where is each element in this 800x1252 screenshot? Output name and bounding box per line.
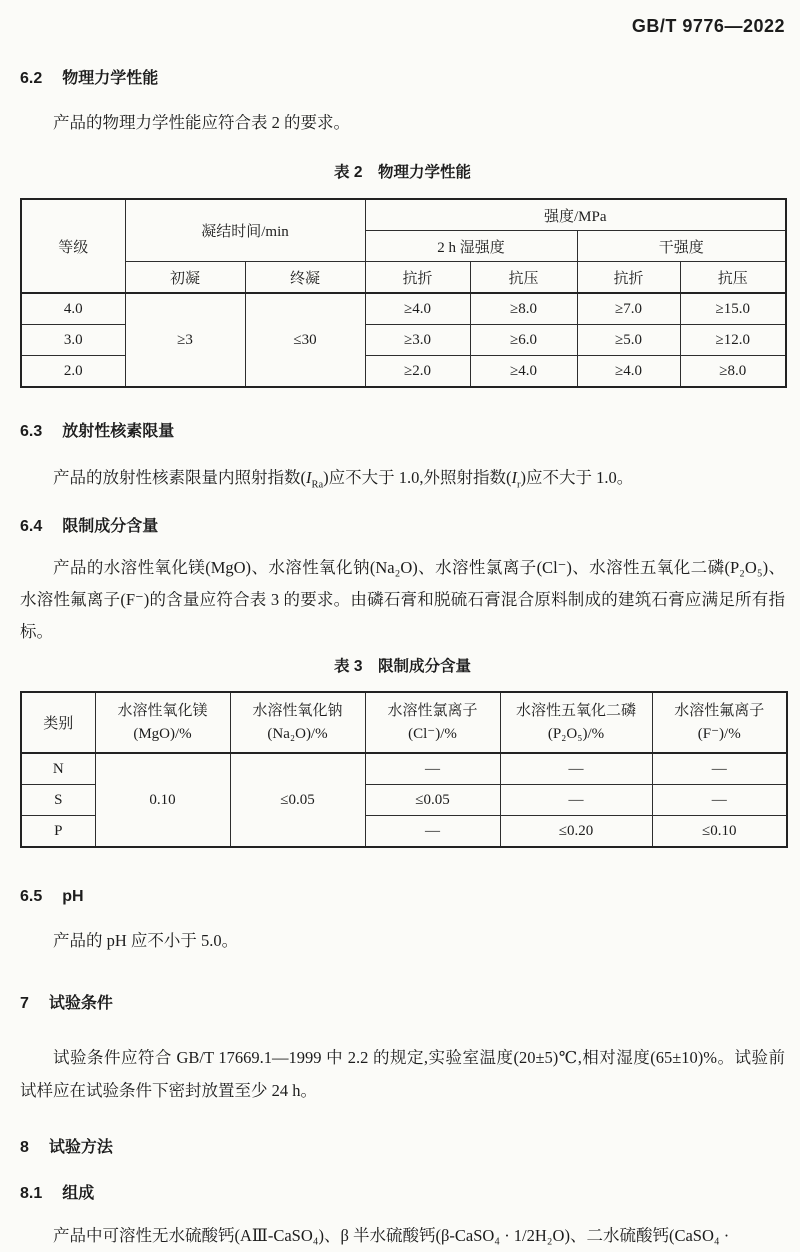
table-row (21, 753, 787, 785)
standard-number: GB/T 9776—2022 (631, 16, 785, 36)
paragraph-7: 试验条件应符合 GB/T 17669.1—1999 中 2.2 的规定,实验室温度(20±5)℃,相对湿度(65±10)%。试验前试样应在试验条件下密封放置至少 24 h。 (20, 1048, 785, 1100)
t3-value-cell: — (652, 753, 787, 785)
heading-8 (20, 1137, 785, 1159)
t2-value-cell: ≥5.0 (577, 325, 680, 356)
t3-h-na2o (230, 692, 365, 753)
heading-title: 限制成分含量 (62, 518, 159, 535)
t2-initial-set-value: ≥3 (125, 293, 245, 387)
column-formula: (F⁻)/% (697, 725, 741, 742)
column-formula: (MgO)/% (133, 725, 192, 742)
t2-grade-cell: 2.0 (21, 356, 125, 388)
t2-value-cell: ≥8.0 (680, 356, 786, 388)
t2-value-cell: ≥15.0 (680, 293, 786, 325)
t2-h-wet-flexural: 抗折 (365, 262, 470, 294)
heading-title: 组成 (62, 1185, 95, 1202)
t3-h-cl (365, 692, 500, 753)
t3-category-cell: P (21, 816, 95, 848)
t3-category-cell: S (21, 785, 95, 816)
t3-mgo-value: 0.10 (95, 753, 230, 847)
t3-h-category: 类别 (21, 692, 95, 753)
heading-title: 试验方法 (48, 1139, 113, 1156)
t2-h-grade: 等级 (21, 199, 125, 293)
subscript-Ra: Ra (311, 479, 324, 491)
t2-h-final-set: 终凝 (245, 262, 365, 294)
heading-number: 6.3 (20, 423, 43, 440)
heading-title: pH (62, 888, 84, 905)
t2-h-wet-compressive: 抗压 (470, 262, 577, 294)
t2-value-cell: ≥4.0 (470, 356, 577, 388)
heading-number: 8.1 (20, 1185, 43, 1202)
t2-grade-cell: 4.0 (21, 293, 125, 325)
t2-value-cell: ≥3.0 (365, 325, 470, 356)
symbol-I: I (511, 468, 518, 487)
text-run: )应不大于 1.0。 (520, 468, 634, 487)
t2-value-cell: ≥7.0 (577, 293, 680, 325)
heading-number: 7 (20, 995, 29, 1012)
subscript-r: r (517, 479, 521, 491)
t3-value-cell: ≤0.20 (500, 816, 652, 848)
t2-value-cell: ≥6.0 (470, 325, 577, 356)
t2-h-setting-time: 凝结时间/min (125, 199, 365, 262)
t2-grade-cell: 3.0 (21, 325, 125, 356)
t3-h-f (652, 692, 787, 753)
t2-value-cell: ≥4.0 (577, 356, 680, 388)
t2-value-cell: ≥4.0 (365, 293, 470, 325)
column-name: 水溶性氯离子 (387, 703, 478, 719)
column-name: 水溶性氟离子 (674, 703, 765, 719)
paragraph-6-2: 产品的物理力学性能应符合表 2 的要求。 (53, 113, 350, 132)
t3-value-cell: ≤0.05 (365, 785, 500, 816)
table2-physical-mechanical-properties (20, 198, 787, 388)
table-row (21, 293, 786, 325)
t2-final-set-value: ≤30 (245, 293, 365, 387)
heading-title: 放射性核素限量 (62, 423, 175, 440)
t2-h-wet-2h: 2 h 湿强度 (365, 231, 577, 262)
t2-h-dry: 干强度 (577, 231, 786, 262)
column-formula: (Na₂O)/% (267, 725, 328, 742)
t3-value-cell: — (500, 785, 652, 816)
paragraph-6-3 (20, 461, 785, 494)
t2-h-strength: 强度/MPa (365, 199, 786, 231)
table3-restricted-component-content (20, 691, 788, 848)
heading-number: 6.5 (20, 888, 43, 905)
t3-na2o-value: ≤0.05 (230, 753, 365, 847)
heading-number: 8 (20, 1139, 29, 1156)
t3-value-cell: — (365, 816, 500, 848)
t3-value-cell: — (500, 753, 652, 785)
t3-value-cell: — (652, 785, 787, 816)
column-name: 水溶性五氧化二磷 (515, 703, 636, 719)
heading-6-5 (20, 886, 785, 908)
text-run: 产品的放射性核素限量内照射指数( (53, 468, 306, 487)
paragraph-6-5: 产品的 pH 应不小于 5.0。 (53, 931, 239, 950)
t3-h-mgo (95, 692, 230, 753)
t3-value-cell: ≤0.10 (652, 816, 787, 848)
heading-number: 6.2 (20, 70, 43, 87)
t2-h-dry-flexural: 抗折 (577, 262, 680, 294)
heading-8-1 (20, 1183, 785, 1205)
t2-value-cell: ≥8.0 (470, 293, 577, 325)
t2-value-cell: ≥12.0 (680, 325, 786, 356)
table3-caption: 表 3 限制成分含量 (334, 658, 471, 675)
heading-6-2 (20, 68, 785, 90)
symbol-I: I (306, 468, 312, 487)
column-formula: (P₂O₅)/% (547, 725, 605, 742)
text-run: )应不大于 1.0,外照射指数( (323, 468, 512, 487)
t2-h-dry-compressive: 抗压 (680, 262, 786, 294)
t2-value-cell: ≥2.0 (365, 356, 470, 388)
paragraph-8-1: 产品中可溶性无水硫酸钙(AⅢ-CaSO₄)、β 半水硫酸钙(β-CaSO₄ · 1/2H₂O)、二水硫酸钙(CaSO₄ · (53, 1226, 730, 1245)
heading-title: 物理力学性能 (62, 70, 159, 87)
heading-title: 试验条件 (48, 995, 113, 1012)
column-name: 水溶性氧化钠 (252, 703, 343, 719)
column-name: 水溶性氧化镁 (117, 703, 208, 719)
heading-6-4 (20, 516, 785, 538)
t3-category-cell: N (21, 753, 95, 785)
heading-number: 6.4 (20, 518, 43, 535)
table2-caption: 表 2 物理力学性能 (334, 164, 471, 181)
column-formula: (Cl⁻)/% (408, 725, 457, 742)
paragraph-6-4: 产品的水溶性氧化镁(MgO)、水溶性氧化钠(Na₂O)、水溶性氯离子(Cl⁻)、水溶性五氧化二磷(P₂O₅)、水溶性氟离子(F⁻)的含量应符合表 3 的要求。由磷石膏和脱硫石膏混合原料制成的建筑石膏应满足所有指标。 (20, 558, 785, 641)
heading-7 (20, 993, 785, 1015)
t3-h-p2o5 (500, 692, 652, 753)
t2-h-initial-set: 初凝 (125, 262, 245, 294)
t3-value-cell: — (365, 753, 500, 785)
heading-6-3 (20, 421, 785, 443)
